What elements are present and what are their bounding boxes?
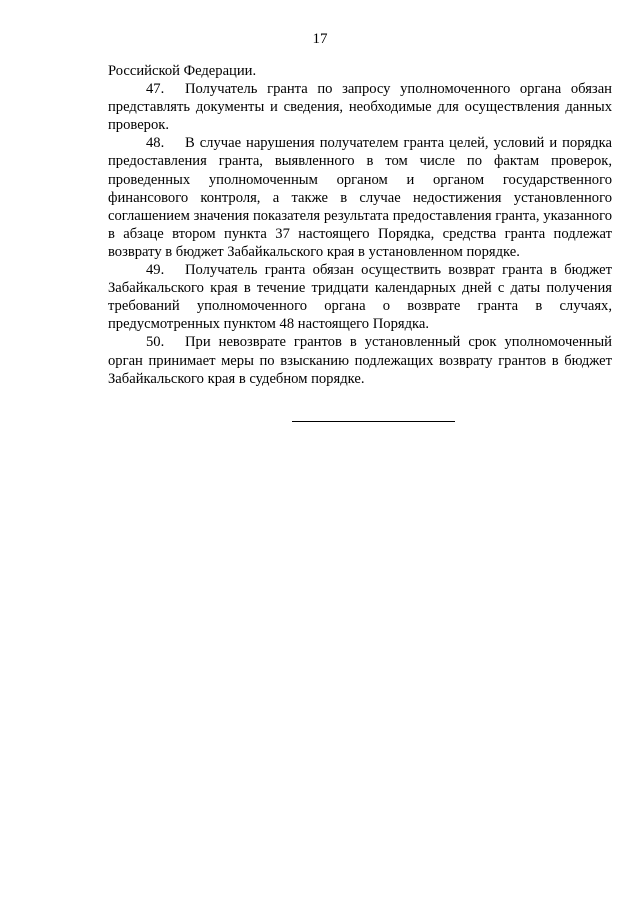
paragraph-number: 47. [146, 81, 165, 98]
intro-line: Российской Федерации. [108, 63, 257, 79]
paragraph-text: Получатель гранта обязан осуществить возврат гранта в бюджет Забайкальского края в течение тридцати календарных дней с даты получения требований уполномоченного органа о возврате гранта в случаях, предусмотренных пунктом 48 настоящего Порядка. [108, 262, 612, 333]
paragraph-48 [108, 134, 612, 261]
paragraph-number: 50. [146, 334, 165, 351]
paragraph-text: В случае нарушения получателем гранта целей, условий и порядка предоставления гранта, выявленного в том числе по фактам проверок, проведенных уполномоченным органом и органом государственного финансового контроля, а также в случае недостижения установленного соглашением значения показателя результата предоставления гранта, указанного в абзаце втором пункта 37 настоящего Порядка, средства гранта подлежат возврату в бюджет Забайкальского края в установленном порядке. [108, 135, 612, 260]
paragraph-text: Получатель гранта по запросу уполномоченного органа обязан представлять документы и сведения, необходимые для осуществления данных проверок. [108, 81, 612, 134]
paragraph-49 [108, 261, 612, 333]
page-number: 17 [312, 31, 328, 47]
paragraph-47 [108, 80, 612, 134]
paragraph-number: 48. [146, 135, 165, 152]
document-body [108, 62, 612, 388]
paragraph-number: 49. [146, 262, 165, 279]
paragraph-text: При невозврате грантов в установленный срок уполномоченный орган принимает меры по взысканию подлежащих возврату грантов в бюджет Забайкальского края в судебном порядке. [108, 334, 612, 387]
end-divider-line [292, 421, 455, 422]
paragraph-50 [108, 333, 612, 387]
